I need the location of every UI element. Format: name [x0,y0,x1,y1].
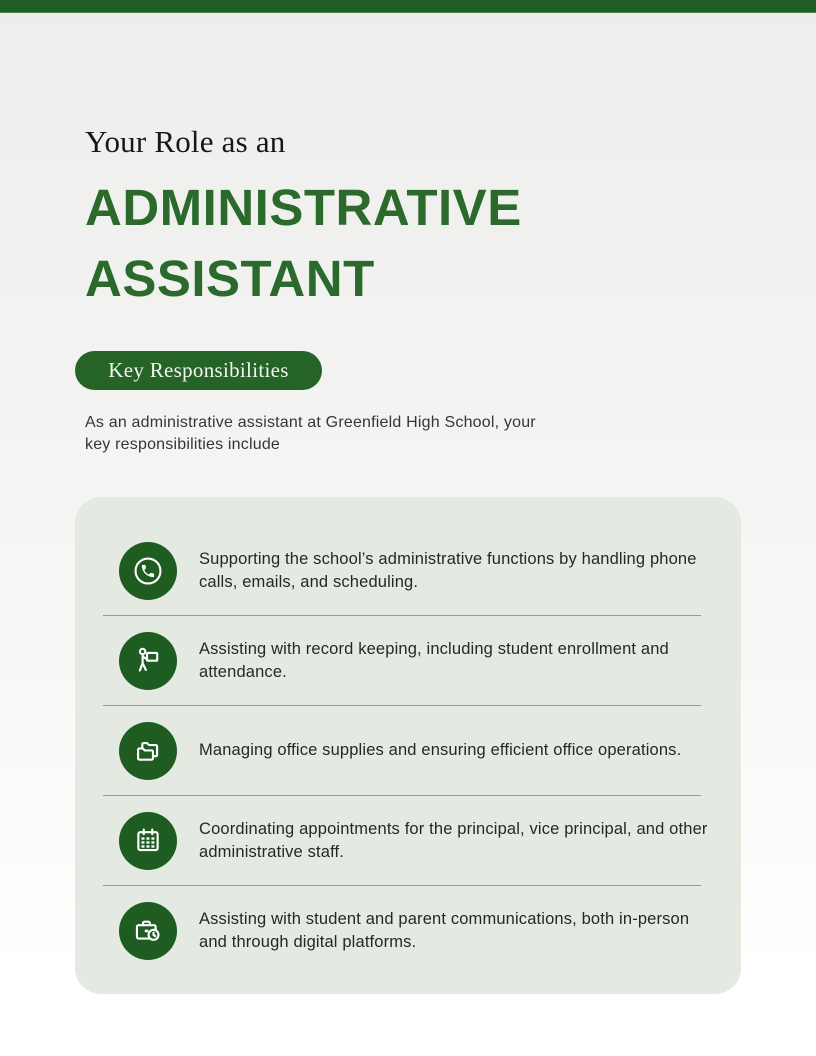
calendar-icon [119,812,177,870]
list-item-text: Assisting with record keeping, including student enrollment and attendance. [199,640,669,681]
list-item-text: Supporting the school’s administrative functions by handling phone calls, emails, and scheduling. [199,550,697,591]
list-item [119,535,713,606]
list-item [119,805,713,876]
divider [103,705,701,706]
briefcase-clock-icon [119,902,177,960]
intro-paragraph: As an administrative assistant at Greenfield High School, your key responsibilities include [85,414,536,453]
page-title: ADMINISTRATIVE ASSISTANT [85,179,522,307]
phone-circle-icon [119,542,177,600]
page-pretitle: Your Role as an [85,124,286,159]
divider [103,795,701,796]
list-item-text: Managing office supplies and ensuring efficient office operations. [199,741,682,760]
folders-icon [119,722,177,780]
key-responsibilities-badge [75,351,322,390]
list-item [119,895,713,966]
person-carrying-box-icon [119,632,177,690]
responsibilities-card [75,497,741,994]
list-item [119,625,713,696]
divider [103,885,701,886]
badge-label: Key Responsibilities [108,358,289,382]
top-accent-bar [0,0,816,13]
list-item-text: Assisting with student and parent communications, both in-person and through digital platforms. [199,910,690,951]
list-item-text: Coordinating appointments for the principal, vice principal, and other administrative staff. [199,820,708,861]
divider [103,615,701,616]
list-item [119,715,713,786]
